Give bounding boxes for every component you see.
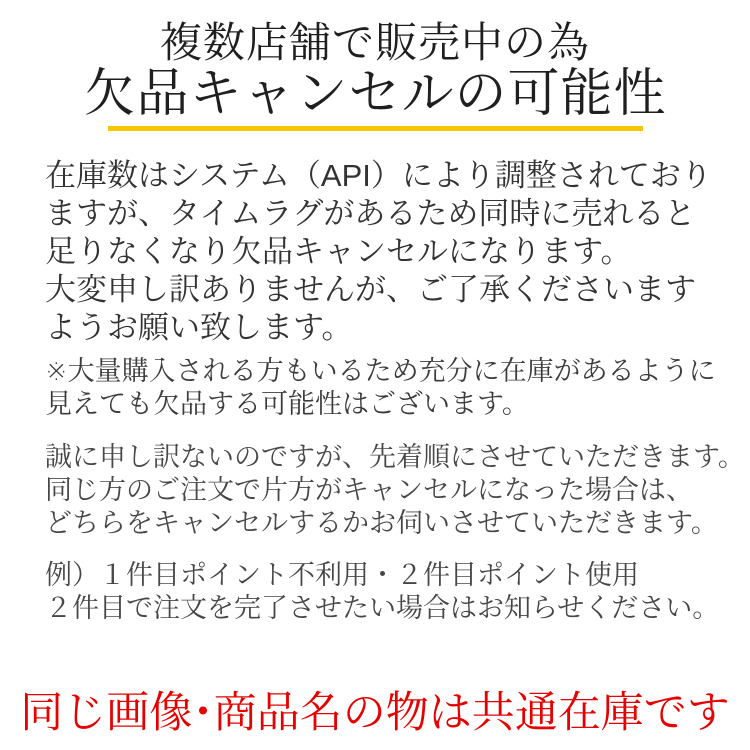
paragraph-point-usage-example xyxy=(0,559,750,625)
paragraph-inventory-system xyxy=(0,157,750,347)
paragraph-line: 足りなくなり欠品キャンセルになります。 xyxy=(45,234,632,269)
paragraph-line: ※大量購入される方もいるため充分に在庫があるように xyxy=(45,356,716,386)
paragraph-first-come-policy xyxy=(0,441,750,540)
title-underline-accent xyxy=(108,126,643,131)
paragraph-line: 誠に申し訳ないのですが、先着順にさせていただきます。 xyxy=(45,442,745,472)
shared-stock-warning: 同じ画像･商品名の物は共通在庫です xyxy=(20,689,730,737)
paragraph-line: ２件目で注文を完了させたい場合はお知らせください。 xyxy=(45,593,720,623)
paragraph-line: どちらをキャンセルするかお伺いさせていただきます。 xyxy=(45,508,718,538)
paragraph-line: ようお願い致します。 xyxy=(45,310,353,345)
paragraph-line: 大変申し訳ありませんが、ご了承くださいます xyxy=(45,272,696,307)
paragraph-line: 同じ方のご注文で片方がキャンセルになった場合は、 xyxy=(45,475,693,505)
title-line-2: 欠品キャンセルの可能性 xyxy=(83,65,667,123)
paragraph-line: 見えても欠品する可能性はございます。 xyxy=(45,389,529,419)
paragraph-line: 例）１件目ポイント不利用・２件目ポイント使用 xyxy=(45,560,639,590)
paragraph-line: ますが、タイムラグがあるため同時に売れると xyxy=(45,196,696,231)
notice-title xyxy=(0,20,750,131)
paragraph-bulk-purchase-note xyxy=(0,355,750,421)
paragraph-line: 在庫数はシステム（API）により調整されており xyxy=(45,158,712,193)
title-line-1: 複数店舗で販売中の為 xyxy=(159,19,590,66)
